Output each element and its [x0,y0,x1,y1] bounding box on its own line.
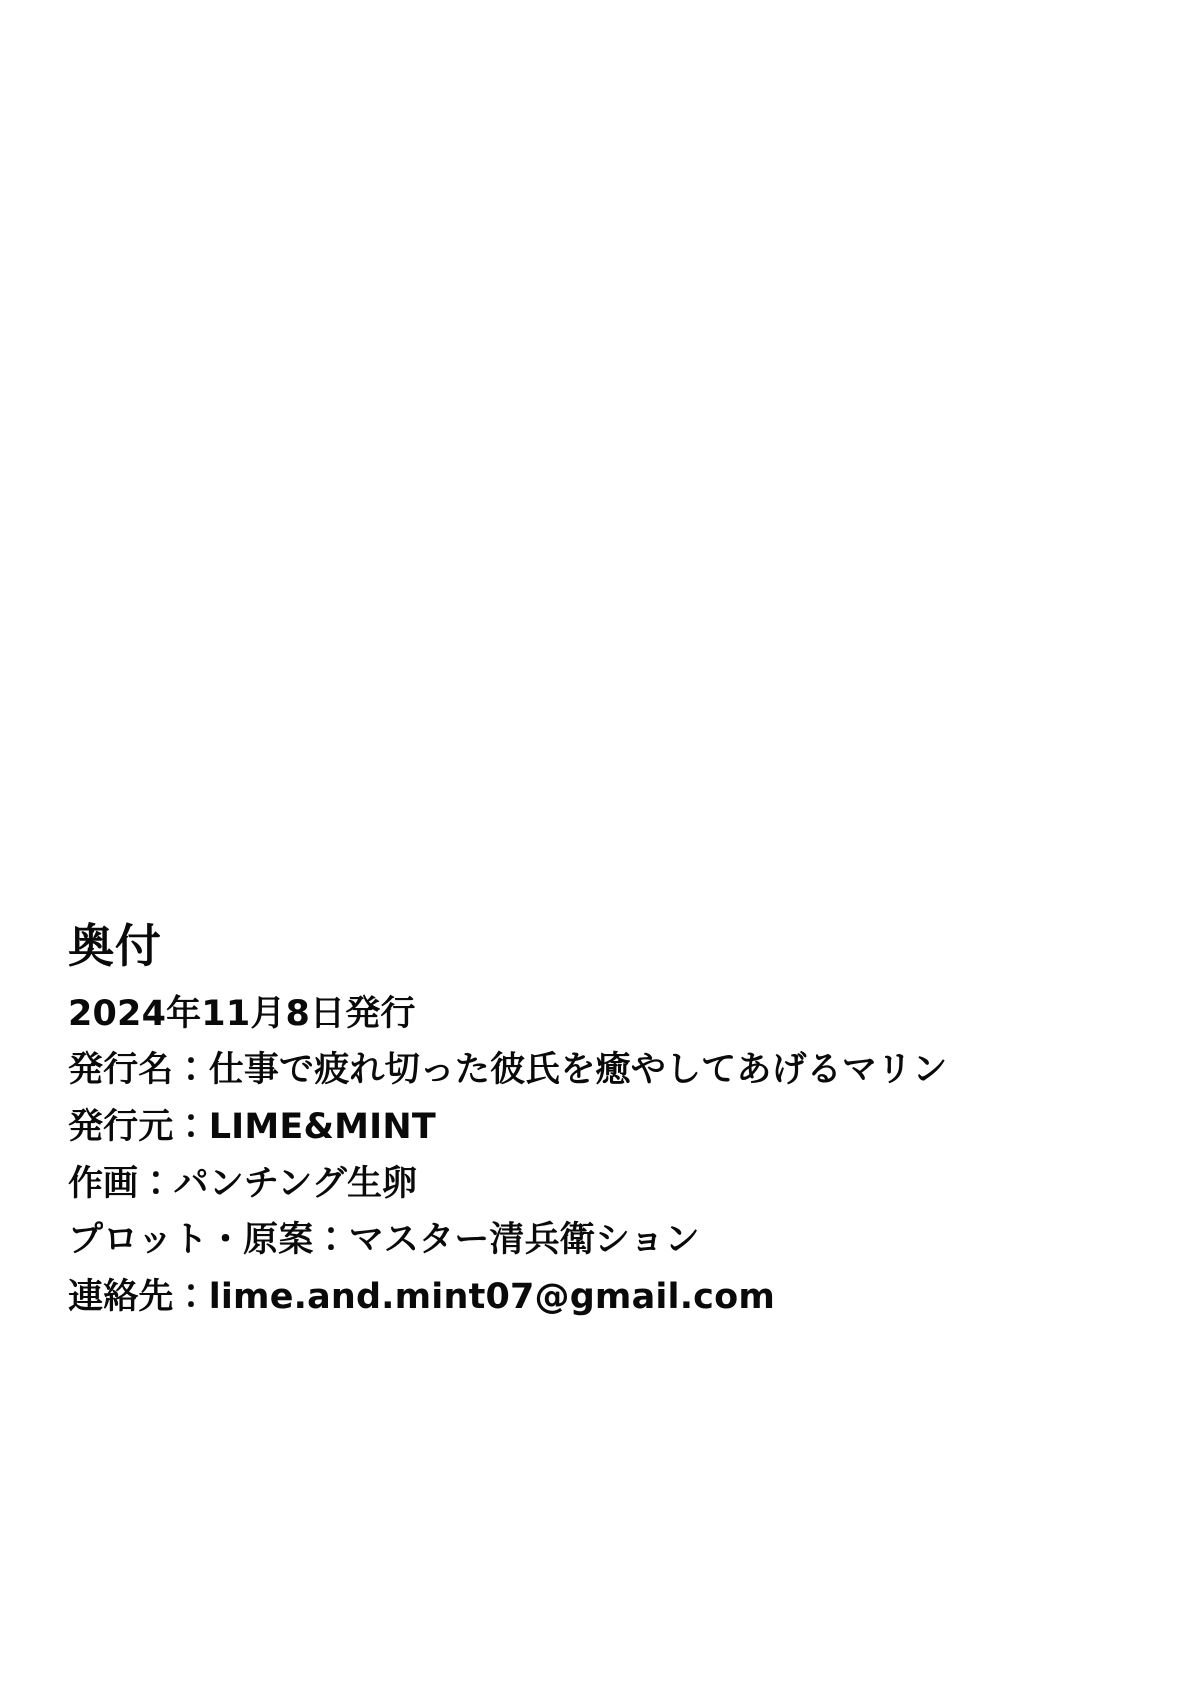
colophon-line-list [68,986,1068,1326]
colophon-publication-date: 2024年11月8日発行 [68,993,416,1034]
colophon-title-line: 発行名：仕事で疲れ切った彼氏を癒やしてあげるマリン [68,1050,948,1091]
colophon-publisher: 発行元：LIME&MINT [68,1106,436,1147]
colophon-plot-author: プロット・原案：マスター清兵衛ション [68,1220,700,1261]
colophon-contact-email: 連絡先：lime.and.mint07@gmail.com [68,1276,775,1317]
colophon-heading: 奥付 [68,919,162,973]
colophon-block [68,918,1068,1326]
colophon-artist: 作画：パンチング生卵 [68,1163,418,1204]
